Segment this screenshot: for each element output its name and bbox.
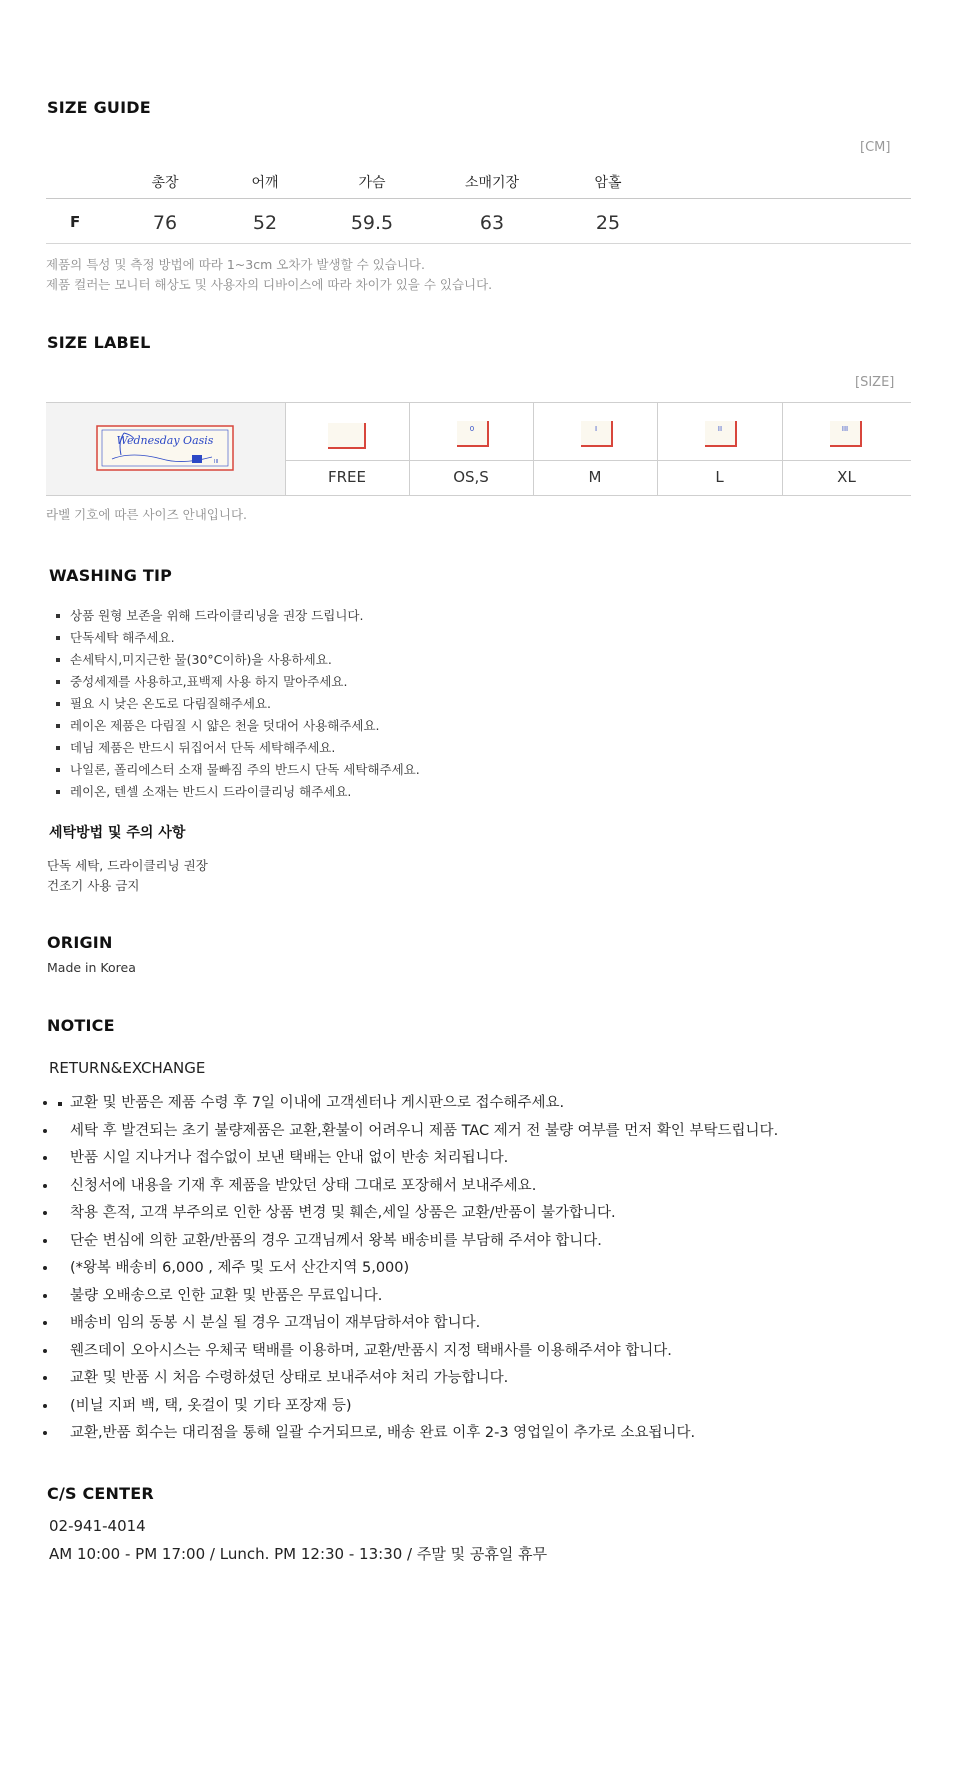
list-item: • 배송비 임의 동봉 시 분실 될 경우 고객님이 재부담하셔야 합니다. bbox=[58, 1310, 778, 1338]
grid-divider bbox=[285, 460, 911, 461]
list-item: 레이온, 텐셀 소재는 반드시 드라이클리닝 해주세요. bbox=[56, 781, 420, 803]
size-label-grid bbox=[46, 402, 911, 496]
list-item: 중성세제를 사용하고,표백제 사용 하지 말아주세요. bbox=[56, 671, 420, 693]
row-size: F bbox=[70, 213, 81, 231]
size-tag-os: 0 bbox=[457, 421, 489, 447]
table-cell: 25 bbox=[595, 212, 621, 234]
list-item: • 단순 변심에 의한 교환/반품의 경우 고객님께서 왕복 배송비를 부담해 주셔야 합니다. bbox=[58, 1228, 778, 1256]
list-item: 상품 원형 보존을 위해 드라이클리닝을 권장 드립니다. bbox=[56, 605, 420, 627]
size-tag-l: II bbox=[705, 421, 737, 447]
method-line: 건조기 사용 금지 bbox=[47, 878, 140, 893]
list-item: 손세탁시,미지근한 물(30°C이하)을 사용하세요. bbox=[56, 649, 420, 671]
size-guide-notes bbox=[46, 255, 492, 295]
table-cell: 76 bbox=[152, 212, 178, 234]
washing-tip-title: WASHING TIP bbox=[49, 566, 173, 585]
list-item: • 교환,반품 회수는 대리점을 통해 일괄 수거되므로, 배송 완료 이후 2-3 영업일이 추가로 소요됩니다. bbox=[58, 1420, 778, 1448]
list-item: 데님 제품은 반드시 뒤집어서 단독 세탁해주세요. bbox=[56, 737, 420, 759]
list-item: • 착용 흔적, 고객 부주의로 인한 상품 변경 및 훼손,세일 상품은 교환/반품이 불가합니다. bbox=[58, 1200, 778, 1228]
table-cell: 52 bbox=[252, 212, 278, 234]
svg-text:III: III bbox=[214, 459, 219, 465]
notice-subtitle: RETURN&EXCHANGE bbox=[49, 1059, 206, 1077]
cs-phone: 02-941-4014 bbox=[49, 1517, 146, 1535]
list-item-sub: • (비닐 지퍼 백, 택, 옷걸이 및 기타 포장재 등) bbox=[58, 1393, 778, 1421]
list-item: • 세탁 후 발견되는 초기 불량제품은 교환,환불이 어려우니 제품 TAC 제거 전 불량 여부를 먼저 확인 부탁드립니다. bbox=[58, 1118, 778, 1146]
origin-value: Made in Korea bbox=[47, 960, 136, 975]
list-item: • 교환 및 반품 시 처음 수령하셨던 상태로 보내주셔야 처리 가능합니다. bbox=[58, 1365, 778, 1393]
size-guide-title: SIZE GUIDE bbox=[47, 98, 151, 117]
list-item: • 신청서에 내용을 기재 후 제품을 받았던 상태 그대로 포장해서 보내주세요. bbox=[58, 1173, 778, 1201]
list-item: 나일론, 폴리에스터 소재 물빠짐 주의 반드시 단독 세탁해주세요. bbox=[56, 759, 420, 781]
col-header-sleeve: 소매기장 bbox=[464, 175, 520, 191]
cs-hours: AM 10:00 - PM 17:00 / Lunch. PM 12:30 - 13:30 / 주말 및 공휴일 휴무 bbox=[49, 1545, 548, 1563]
size-tag-free bbox=[328, 423, 366, 449]
label-logo-text: Wednesday Oasis bbox=[116, 434, 214, 447]
notice-list bbox=[58, 1090, 778, 1448]
list-item: • 반품 시일 지나거나 접수없이 보낸 택배는 안내 없이 반송 처리됩니다. bbox=[58, 1145, 778, 1173]
size-name: FREE bbox=[327, 468, 366, 486]
size-tag-xl: III bbox=[830, 421, 862, 447]
size-name: XL bbox=[837, 468, 856, 486]
size-label-unit: [SIZE] bbox=[855, 375, 895, 390]
table-divider bbox=[46, 243, 911, 244]
label-image bbox=[46, 403, 285, 495]
table-cell: 63 bbox=[479, 212, 505, 234]
size-name: M bbox=[588, 468, 602, 486]
list-item-sub: • (*왕복 배송비 6,000 , 제주 및 도서 산간지역 5,000) bbox=[58, 1255, 778, 1283]
col-header-length: 총장 bbox=[151, 175, 179, 191]
size-label-title: SIZE LABEL bbox=[47, 333, 151, 352]
note-line: 제품의 특성 및 측정 방법에 따라 1~3cm 오차가 발생할 수 있습니다. bbox=[46, 257, 425, 272]
list-item: • 웬즈데이 오아시스는 우체국 택배를 이용하며, 교환/반품시 지정 택배사를 이용해주셔야 합니다. bbox=[58, 1338, 778, 1366]
list-item: • 교환 및 반품은 제품 수령 후 7일 이내에 고객센터나 게시판으로 접수해주세요. bbox=[58, 1090, 778, 1118]
wash-method-title: 세탁방법 및 주의 사항 bbox=[49, 825, 186, 841]
notice-title: NOTICE bbox=[47, 1016, 115, 1035]
size-guide-unit: [CM] bbox=[860, 140, 891, 155]
size-label-note: 라벨 기호에 따른 사이즈 안내입니다. bbox=[46, 507, 247, 522]
list-item: 단독세탁 해주세요. bbox=[56, 627, 420, 649]
size-name: L bbox=[715, 468, 724, 486]
wash-method-lines bbox=[47, 856, 208, 896]
col-header-armhole: 암홀 bbox=[594, 175, 622, 191]
cs-center-title: C/S CENTER bbox=[47, 1484, 154, 1503]
origin-title: ORIGIN bbox=[47, 933, 113, 952]
list-item: 레이온 제품은 다림질 시 얇은 천을 덧대어 사용해주세요. bbox=[56, 715, 420, 737]
col-header-shoulder: 어깨 bbox=[251, 175, 279, 191]
list-item: • 불량 오배송으로 인한 교환 및 반품은 무료입니다. bbox=[58, 1283, 778, 1311]
washing-tip-list bbox=[56, 605, 420, 803]
list-item: 필요 시 낮은 온도로 다림질해주세요. bbox=[56, 693, 420, 715]
method-line: 단독 세탁, 드라이클리닝 권장 bbox=[47, 858, 208, 873]
col-header-chest: 가슴 bbox=[358, 175, 386, 191]
table-divider bbox=[46, 198, 911, 199]
size-name: OS,S bbox=[453, 468, 489, 486]
size-tag-m: I bbox=[581, 421, 613, 447]
note-line: 제품 컬러는 모니터 해상도 및 사용자의 디바이스에 따라 차이가 있을 수 있습니다. bbox=[46, 277, 493, 292]
table-cell: 59.5 bbox=[350, 212, 394, 234]
brand-label-icon bbox=[46, 403, 285, 495]
